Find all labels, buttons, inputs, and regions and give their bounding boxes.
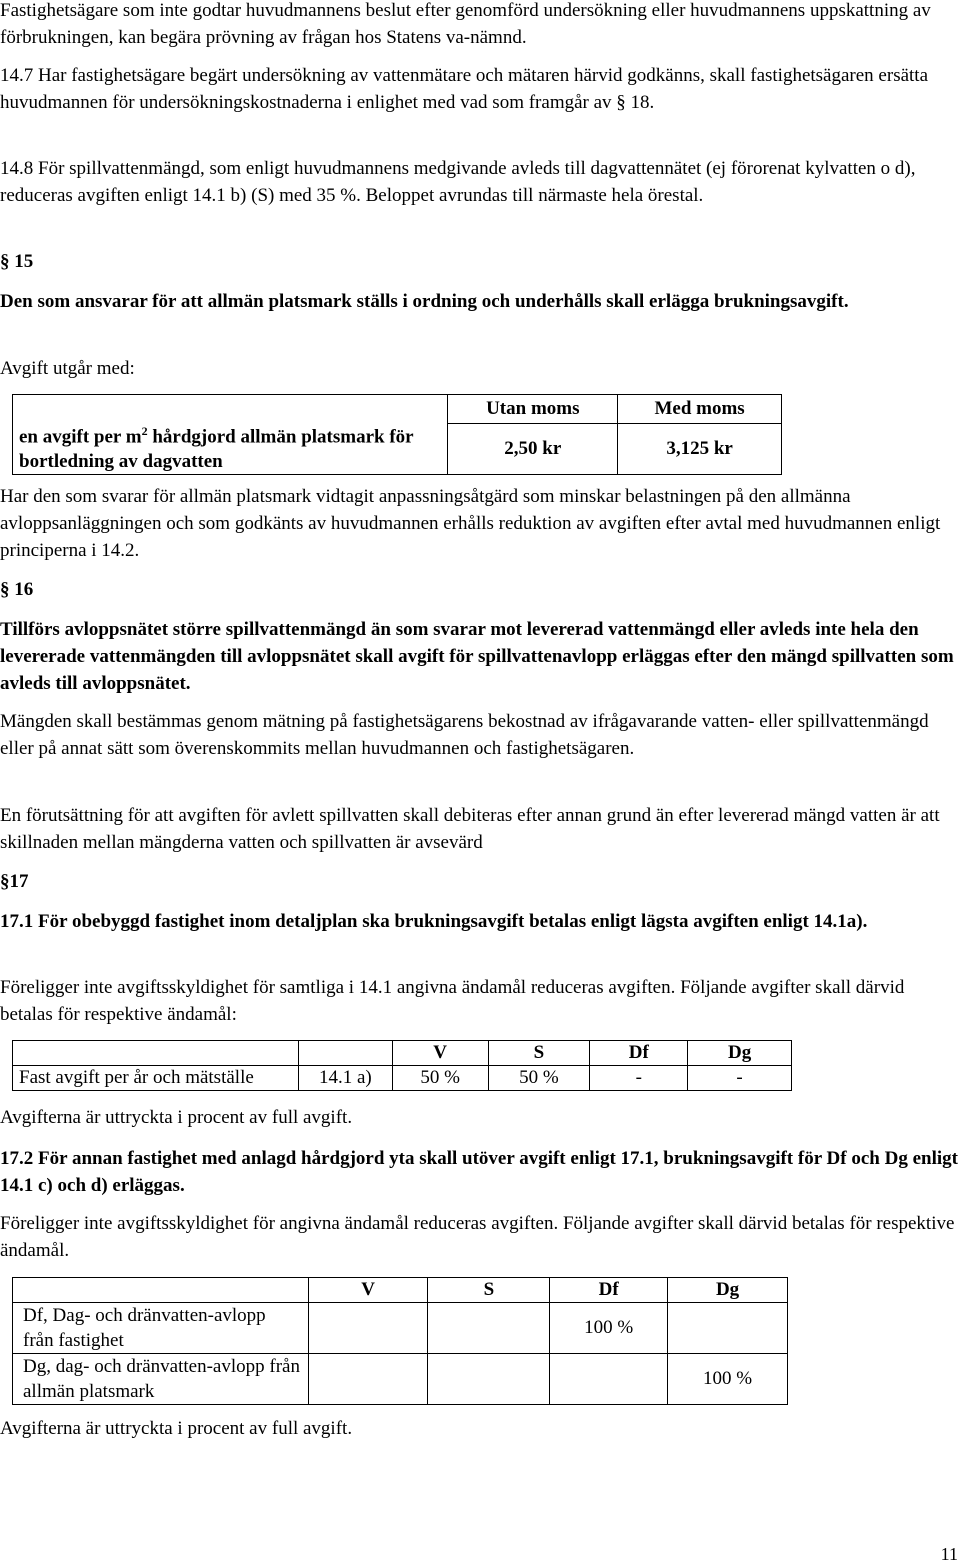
paragraph-prerequisite: En förutsättning för att avgiften för avlett spillvatten skall debiteras efter annan grund än efter levererad mängd vatten är att skillnaden mellan mängderna vatten och spillvatten är avsevärd [0, 805, 940, 853]
paragraph-17-2-reduction: Föreligger inte avgiftsskyldighet för angivna ändamål reduceras avgiften. Följande avgifter skall därvid betalas för respektive ändamål. [0, 1213, 955, 1261]
row-df-label: Df, Dag- och dränvatten-avlopp från fastighet [13, 1303, 309, 1354]
paragraph-percent-note-2: Avgifterna är uttryckta i procent av full avgift. [0, 1418, 353, 1439]
paragraph-17-1-reduction: Föreligger inte avgiftsskyldighet för samtliga i 14.1 angivna ändamål reduceras avgiften. Följande avgifter skall därvid betalas för respektive ändamål: [0, 977, 905, 1025]
value-s: 50 % [488, 1066, 590, 1091]
section-17-1-text: 17.1 För obebyggd fastighet inom detaljplan ska brukningsavgift betalas enligt lägsta avgiften enligt 14.1a). [0, 911, 868, 932]
row-dg-label: Dg, dag- och dränvatten-avlopp från allmän platsmark [13, 1354, 309, 1405]
header-v: V [308, 1278, 428, 1303]
value-v: 50 % [392, 1066, 488, 1091]
header-dg: Dg [688, 1041, 792, 1066]
value-med-moms: 3,125 kr [618, 423, 782, 474]
header-dg: Dg [668, 1278, 788, 1303]
header-v: V [392, 1041, 488, 1066]
value-df: 100 % [550, 1303, 668, 1354]
fee-label-cell: en avgift per $m^2$ hårdgjord allmän platsmark för bortledning av dagvatten [13, 395, 448, 475]
section-16-heading: § 16 [0, 579, 34, 600]
header-s: S [488, 1041, 590, 1066]
section-17-2-text: 17.2 För annan fastighet med anlagd hårdgjord yta skall utöver avgift enligt 17.1, brukningsavgift för Df och Dg enligt 14.1 c) och d) erläggas. [0, 1148, 958, 1196]
fee-table-obebyggd [12, 1040, 792, 1091]
value-dg: - [688, 1066, 792, 1091]
fee-table-hardgjord [12, 1277, 788, 1405]
paragraph-reduction: Har den som svarar för allmän platsmark vidtagit anpassningsåtgärd som minskar belastningen på den allmänna avloppsanläggningen och som godkänts av huvudmannen erhålls reduktion av avgiften efter avtal med huvudmannen enligt principerna i 14.2. [0, 486, 941, 561]
paragraph-percent-note: Avgifterna är uttryckta i procent av full avgift. [0, 1107, 353, 1128]
section-15-subheading: Avgift utgår med: [0, 358, 135, 379]
section-16-text: Tillförs avloppsnätet större spillvattenmängd än som svarar mot levererad vattenmängd eller avleds inte hela den levererade vattenmängden till avloppsnätet skall avgift för spillvattenavlopp erläggas efter den mängd spillvatten som avleds till avloppsnätet. [0, 619, 954, 694]
row-reference: 14.1 a) [298, 1066, 392, 1091]
paragraph-14-8: 14.8 För spillvattenmängd, som enligt huvudmannens medgivande avleds till dagvattennätet (ej förorenat kylvatten o d), reduceras avgiften enligt 14.1 b) (S) med 35 %. Beloppet avrundas till närmaste hela örestal. [0, 158, 916, 206]
row-label: Fast avgift per år och mätställe [13, 1066, 299, 1091]
header-med-moms: Med moms [618, 395, 782, 424]
paragraph-14-7: 14.7 Har fastighetsägare begärt undersökning av vattenmätare och mätaren härvid godkänns, skall fastighetsägaren ersätta huvudmannen för undersökningskostnaderna i enlighet med vad som framgår av § 18. [0, 65, 929, 113]
value-dg: 100 % [668, 1354, 788, 1405]
paragraph-measurement: Mängden skall bestämmas genom mätning på fastighetsägarens bekostnad av ifrågavarande vatten- eller spillvattenmängd eller på annat sätt som överenskommits mellan huvudmannen och fastighetsägaren. [0, 711, 929, 759]
header-df: Df [590, 1041, 688, 1066]
section-15-heading: § 15 [0, 251, 34, 272]
paragraph-appeal: Fastighetsägare som inte godtar huvudmannens beslut efter genomförd undersökning eller huvudmannens uppskattning av förbrukningen, kan begära prövning av frågan hos Statens va-nämnd. [0, 0, 931, 48]
header-s: S [428, 1278, 550, 1303]
header-utan-moms: Utan moms [448, 395, 618, 424]
fee-table-platsmark [12, 394, 782, 475]
value-df: - [590, 1066, 688, 1091]
section-17-heading: §17 [0, 871, 29, 892]
header-df: Df [550, 1278, 668, 1303]
section-15-text: Den som ansvarar för att allmän platsmark ställs i ordning och underhålls skall erlägga brukningsavgift. [0, 291, 849, 312]
value-utan-moms: 2,50 kr [448, 423, 618, 474]
page-number: 11 [940, 1544, 958, 1564]
